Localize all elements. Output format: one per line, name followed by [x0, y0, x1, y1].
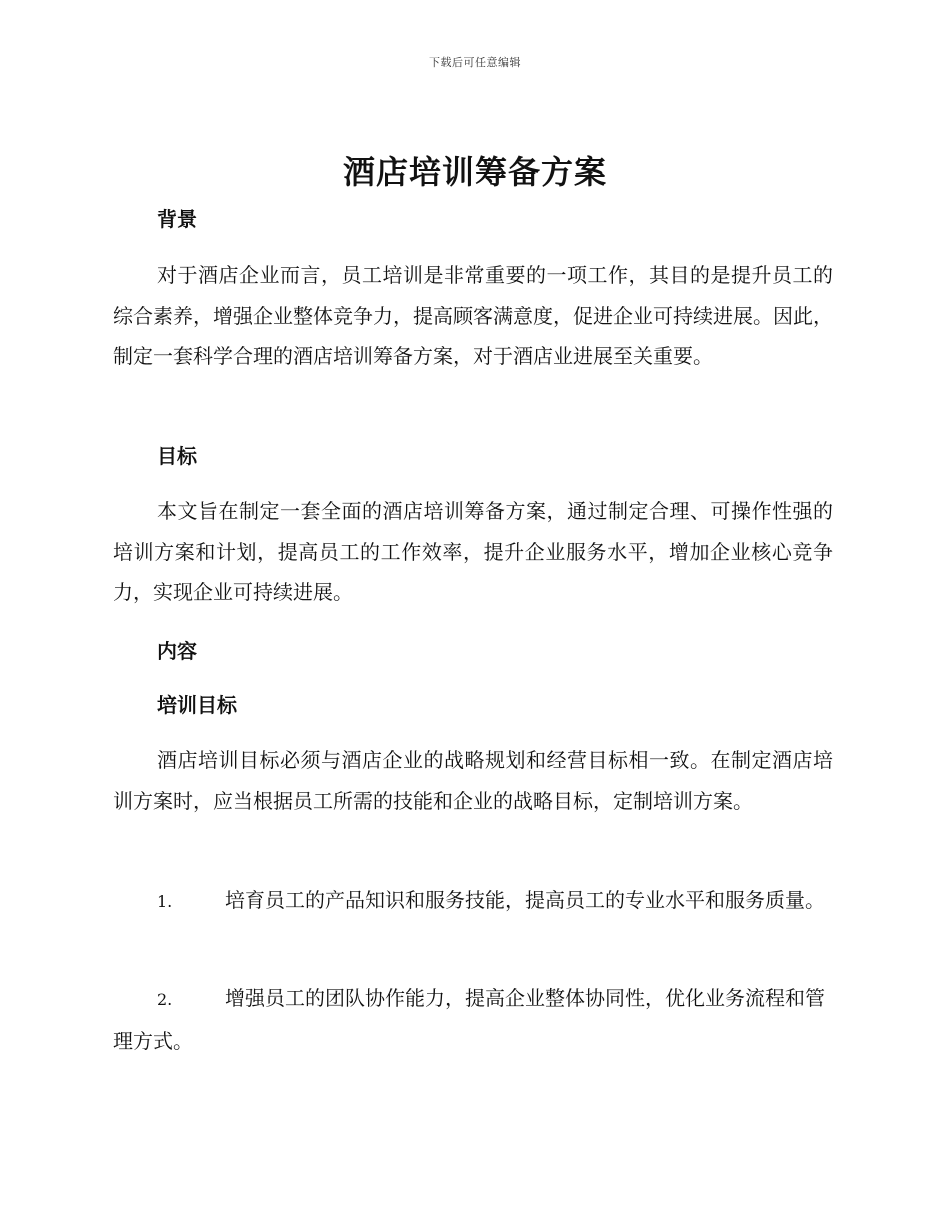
- paragraph-training-goal: 酒店培训目标必须与酒店企业的战略规划和经营目标相一致。在制定酒店培训方案时，应当根据员工所需的技能和企业的战略目标，定制培训方案。: [113, 748, 833, 813]
- paragraph-goal: 本文旨在制定一套全面的酒店培训筹备方案，通过制定合理、可操作性强的培训方案和计划，提高员工的工作效率，提升企业服务水平，增加企业核心竞争力，实现企业可持续进展。: [113, 499, 833, 604]
- list-item: [113, 880, 833, 923]
- list-item-text: 培育员工的产品知识和服务技能，提高员工的专业水平和服务质量。: [225, 888, 825, 912]
- section-heading-goal: 目标: [157, 444, 197, 468]
- subheading-training-goal: 培训目标: [157, 693, 237, 717]
- section-heading-background: 背景: [157, 207, 197, 231]
- list-item-number: 1.: [157, 892, 173, 911]
- document-title: 酒店培训筹备方案: [342, 153, 607, 191]
- header-note: 下载后可任意编辑: [429, 56, 521, 69]
- list-item-text: 增强员工的团队协作能力，提高企业整体协同性，优化业务流程和管理方式。: [113, 986, 825, 1053]
- list-item: [113, 978, 833, 1061]
- paragraph-background: 对于酒店企业而言，员工培训是非常重要的一项工作，其目的是提升员工的综合素养，增强企业整体竞争力，提高顾客满意度，促进企业可持续进展。因此，制定一套科学合理的酒店培训筹备方案，对于酒店业进展至关重要。: [113, 263, 833, 368]
- section-heading-content: 内容: [157, 639, 197, 663]
- list-item-number: 2.: [157, 990, 173, 1009]
